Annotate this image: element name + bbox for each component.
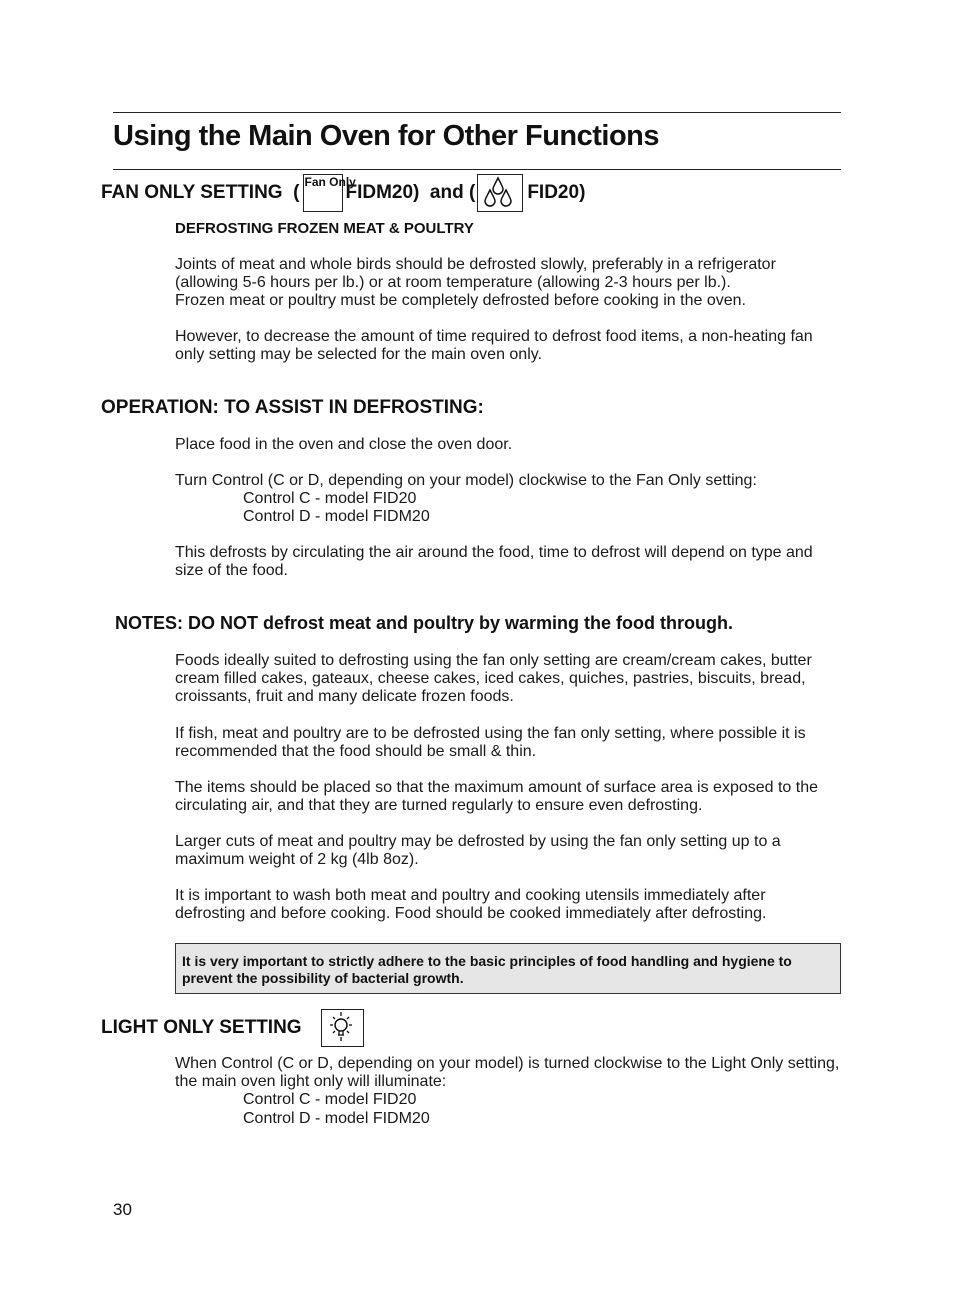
fan-only-icon	[303, 174, 356, 212]
defrost-drops-icon	[477, 174, 523, 212]
fan-only-icon-line1: Fan	[304, 175, 326, 189]
light-bulb-icon	[321, 1009, 364, 1047]
fan-only-heading	[101, 174, 585, 212]
top-rule	[113, 112, 841, 113]
light-only-heading	[101, 1009, 364, 1047]
defrosting-subheading: DEFROSTING FROZEN MEAT & POULTRY	[175, 220, 474, 237]
notes-heading: NOTES: DO NOT defrost meat and poultry by warming the food through.	[115, 613, 734, 633]
operation-control-c: Control C - model FID20	[243, 490, 417, 508]
light-paragraph-1-text: When Control (C or D, depending on your model) is turned clockwise to the Light Only setting, the main oven light only will illuminate:	[175, 1055, 840, 1091]
title-underline	[113, 169, 841, 170]
fan-only-icon-line2: Only	[329, 175, 356, 189]
operation-paragraph-1: Place food in the oven and close the oven door.	[175, 436, 513, 453]
notes-paragraph-2: If fish, meat and poultry are to be defrosted using the fan only setting, where possible it is recommended that the food should be small & thin.	[175, 725, 806, 761]
notes-paragraph-3: The items should be placed so that the maximum amount of surface area is exposed to the circulating air, and that they are turned regularly to ensure even defrosting.	[175, 779, 819, 815]
drops-svg	[478, 175, 518, 209]
notes-paragraph-5: It is important to wash both meat and poultry and cooking utensils immediately after defrosting and before cooking. Food should be cooked immediately after defrosting.	[175, 887, 767, 923]
hygiene-warning-box: It is very important to strictly adhere to the basic principles of food handling and hygiene to prevent the possibility of bacterial growth.	[175, 943, 841, 994]
bulb-svg	[322, 1010, 360, 1044]
operation-paragraph-2-text: Turn Control (C or D, depending on your model) clockwise to the Fan Only setting:	[175, 472, 757, 489]
light-paragraph-1	[175, 1055, 840, 1128]
page-number: 30	[113, 1200, 132, 1219]
fan-only-heading-mid: FIDM20) and (	[345, 182, 476, 203]
notes-paragraph-1: Foods ideally suited to defrosting using the fan only setting are cream/cream cakes, butter cream filled cakes, gateaux, cheese cakes, iced cakes, quiches, pastries, biscuits, bread, croissants, fruit and many delicate frozen foods.	[175, 652, 812, 706]
fan-only-heading-post: FID20)	[527, 182, 586, 203]
page-title: Using the Main Oven for Other Functions	[113, 120, 660, 152]
light-control-c: Control C - model FID20	[243, 1091, 417, 1109]
operation-control-d: Control D - model FIDM20	[243, 508, 430, 526]
light-only-heading-text: LIGHT ONLY SETTING	[101, 1017, 302, 1038]
defrost-paragraph-1b: Frozen meat or poultry must be completely defrosted before cooking in the oven.	[175, 292, 746, 310]
notes-paragraph-4: Larger cuts of meat and poultry may be defrosted by using the fan only setting up to a maximum weight of 2 kg (4lb 8oz).	[175, 833, 781, 869]
defrost-paragraph-2: However, to decrease the amount of time required to defrost food items, a non-heating fan only setting may be selected for the main oven only.	[175, 328, 813, 364]
operation-heading: OPERATION: TO ASSIST IN DEFROSTING:	[101, 397, 484, 418]
fan-only-heading-pre: FAN ONLY SETTING (	[101, 182, 300, 203]
defrost-paragraph-1	[175, 256, 840, 311]
operation-paragraph-3: This defrosts by circulating the air around the food, time to defrost will depend on type and size of the food.	[175, 544, 813, 580]
operation-paragraph-2	[175, 472, 840, 527]
defrost-paragraph-1a: Joints of meat and whole birds should be defrosted slowly, preferably in a refrigerator (allowing 5-6 hours per lb.) or at room temperature (allowing 2-3 hours per lb.).	[175, 256, 776, 292]
light-control-d: Control D - model FIDM20	[243, 1109, 430, 1127]
